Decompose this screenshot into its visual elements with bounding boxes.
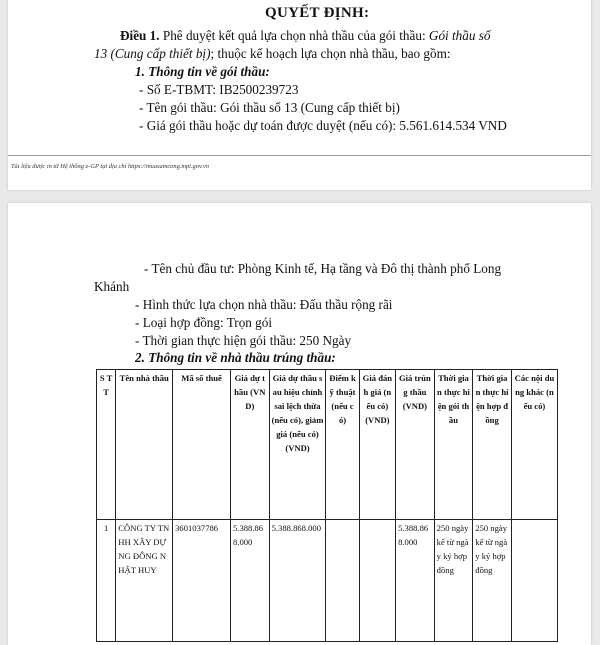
- col-header-win: Giá trúng thầu (VND): [396, 370, 435, 520]
- cell-win: 5.388.868.000: [396, 520, 435, 642]
- cell-tax: 3601037786: [173, 520, 231, 642]
- section-1-heading: 1. Thông tin về gói thầu:: [135, 64, 270, 79]
- line-duration: - Thời gian thực hiện gói thầu: 250 Ngày: [135, 333, 352, 348]
- article-text-italic-2: 13 (Cung cấp thiết bị): [94, 46, 211, 61]
- page-footer: Tài liệu được in từ Hệ thống e-GP tại địa chỉ https://muasamcong.mpi.gov.vn: [11, 163, 209, 170]
- line-contract-type: - Loại hợp đồng: Trọn gói: [135, 315, 273, 330]
- article-label: Điều 1.: [120, 28, 160, 43]
- cell-other: [511, 520, 557, 642]
- col-header-name: Tên nhà thầu: [116, 370, 173, 520]
- col-header-bid: Giá dự thầu (VND): [231, 370, 270, 520]
- article-1-line-2: [94, 46, 451, 62]
- line-investor-cont: Khánh: [94, 279, 130, 294]
- line-package-name: - Tên gói thầu: Gói thầu số 13 (Cung cấp thiết bị): [139, 100, 400, 115]
- line-selection-form: - Hình thức lựa chọn nhà thầu: Đấu thầu rộng rãi: [135, 297, 393, 312]
- decision-title: QUYẾT ĐỊNH:: [265, 5, 370, 21]
- cell-time-package: 250 ngày kể từ ngày ký hợp đồng: [434, 520, 473, 642]
- col-header-eval: Giá đánh giá (nếu có) (VND): [359, 370, 395, 520]
- article-text-italic-1: Gói thầu số: [428, 28, 491, 43]
- line-tbmt: - Số E-TBMT: IB2500239723: [139, 82, 299, 97]
- table-header-row: [97, 370, 558, 520]
- article-text-2: ; thuộc kế hoạch lựa chọn nhà thầu, bao gồm:: [210, 46, 451, 61]
- cell-tech: [326, 520, 359, 642]
- col-header-time-package: Thời gian thực hiện gói thầu: [434, 370, 473, 520]
- document-page-1: [8, 0, 591, 190]
- cell-stt: 1: [97, 520, 116, 642]
- col-header-adjusted: Giá dự thầu sau hiệu chỉnh sai lệch thừa (nếu có), giảm giá (nếu có) (VND): [269, 370, 326, 520]
- article-1-line-1: [120, 28, 490, 44]
- document-page-2: [8, 203, 591, 645]
- cell-bid: 5.388.868.000: [231, 520, 270, 642]
- article-text-1: Phê duyệt kết quả lựa chọn nhà thầu của gói thầu:: [159, 28, 429, 43]
- cell-eval: [359, 520, 395, 642]
- table-row: [97, 520, 558, 642]
- winning-bidder-table: [96, 369, 558, 642]
- line-investor: - Tên chủ đầu tư: Phòng Kinh tế, Hạ tầng và Đô thị thành phố Long: [144, 261, 502, 276]
- col-header-stt: S T T: [97, 370, 116, 520]
- col-header-tax: Mã số thuế: [173, 370, 231, 520]
- cell-name: CÔNG TY TNHH XÂY DỰNG ĐÔNG NHẬT HUY: [116, 520, 173, 642]
- col-header-time-contract: Thời gian thực hiện hợp đồng: [473, 370, 512, 520]
- footer-divider: [8, 155, 591, 156]
- cell-time-contract: 250 ngày kể từ ngày ký hợp đồng: [473, 520, 512, 642]
- line-package-price: - Giá gói thầu hoặc dự toán được duyệt (nếu có): 5.561.614.534 VND: [139, 118, 507, 133]
- col-header-tech: Điểm kỹ thuật (nếu có): [326, 370, 359, 520]
- section-2-heading: 2. Thông tin về nhà thầu trúng thầu:: [135, 350, 336, 365]
- cell-adjusted: 5.388.868.000: [269, 520, 326, 642]
- col-header-other: Các nội dung khác (nếu có): [511, 370, 557, 520]
